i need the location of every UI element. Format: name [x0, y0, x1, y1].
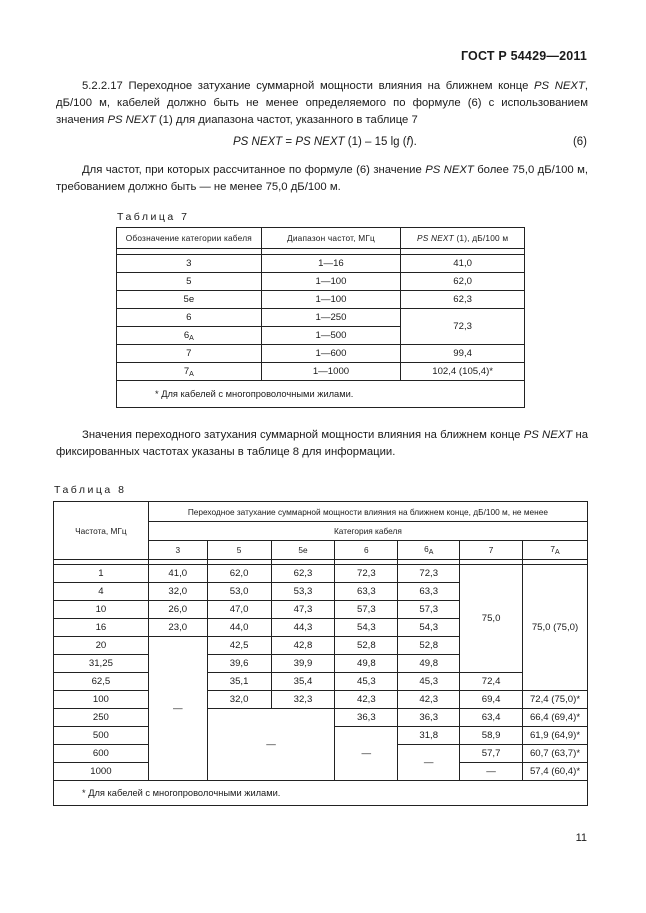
standard-designation: ГОСТ Р 54429—2011: [460, 49, 587, 63]
table-7-footnote: * Для кабелей с многопроволочными жилами.: [117, 381, 525, 408]
table-row: 62,5 35,1 35,4 45,3 45,3 72,4: [54, 673, 588, 691]
page-number: 11: [575, 832, 587, 844]
header-range: Диапазон частот, МГц: [261, 228, 401, 249]
table-row: $7_A$ 1—1000 102,4 (105,4)*: [117, 363, 525, 381]
table-row: 250 — 36,3 36,3 63,4 66,4 (69,4)*: [54, 709, 588, 727]
table-row: 500 — 31,8 58,9 61,9 (64,9)*: [54, 727, 588, 745]
header-category: Обозначение категории кабеля: [117, 228, 262, 249]
table-row: 31,25 39,6 39,9 49,8 49,8: [54, 655, 588, 673]
table-row: $6_A$ 1—500: [117, 327, 525, 345]
table-7: [116, 227, 525, 408]
table-row: 5e 1—100 62,3: [117, 291, 525, 309]
header-category: Категория кабеля: [148, 522, 587, 541]
table-row: 600 — 57,7 60,7 (63,7)*: [54, 745, 588, 763]
table-row: 10 26,0 47,0 47,3 57,3 57,3: [54, 601, 588, 619]
table-row: 100 32,0 32,3 42,3 42,3 69,4 72,4 (75,0)*: [54, 691, 588, 709]
formula: PS NEXT = PS NEXT (1) – 15 lg (f).: [233, 136, 417, 148]
term: PS NEXT: [534, 80, 585, 92]
paragraph: Для частот, при которых рассчитанное по формуле (6) значение PS NEXT более 75,0 дБ/100 м, требованием должно быть — не менее 75,0 дБ/100 м.: [56, 164, 588, 193]
table-row: 5 1—100 62,0: [117, 273, 525, 291]
header-attenuation: Переходное затухание суммарной мощности влияния на ближнем конце, дБ/100 м, не менее: [148, 502, 587, 522]
table-7-caption: Таблица 7: [117, 211, 190, 223]
table-8-footnote: * Для кабелей с многопроволочными жилами.: [54, 781, 588, 806]
table-row: 4 32,0 53,0 53,3 63,3 63,3: [54, 583, 588, 601]
table-row: 3 1—16 41,0: [117, 255, 525, 273]
formula-number: (6): [572, 136, 587, 148]
header-psnext: PS NEXT (1), дБ/100 м: [401, 228, 525, 249]
table-row: 1000 — 57,4 (60,4)*: [54, 763, 588, 781]
text: 5.2.2.17 Переходное затухание суммарной мощности влияния на ближнем конце: [82, 80, 535, 92]
text: (1) для диапазона частот, указанного в таблице 7: [155, 114, 418, 126]
table-row: 7 1—600 99,4: [117, 345, 525, 363]
table-8-caption: Таблица 8: [54, 484, 127, 496]
table-row: 6 1—250 72,3: [117, 309, 525, 327]
paragraph: Значения переходного затухания суммарной мощности влияния на ближнем конце PS NEXT на фиксированных частотах указаны в таблице 8 для информации.: [56, 429, 588, 458]
table-row: 1 41,0 62,0 62,3 72,3 72,3 75,0 75,0 (75,0): [54, 565, 588, 583]
text: , дБ/100 м, кабелей должно быть не менее определяемого по формуле (6) с использованием значения: [56, 80, 588, 126]
clause-paragraph: [56, 78, 588, 129]
term: PS NEXT: [107, 114, 156, 126]
table-row: 20 — 42,5 42,8 52,8 52,8: [54, 637, 588, 655]
header-frequency: Частота, МГц: [54, 502, 149, 560]
table-row: 16 23,0 44,0 44,3 54,3 54,3: [54, 619, 588, 637]
table-8: Частота, МГц Переходное затухание суммарной мощности влияния на ближнем конце, дБ/100 м, не менее Категория кабеля 3 5 5e 6 $6_A$ 7 $7_A$ 1 41,0 62,0 62,3 72,3 72,3 75,0 75,0 (75,0) 4 32,0 53,0 53,3 63,3 63,3 10 26,0 47,0 47,3 57,3 57,3 16 23,0 44,0 44,3 54,3 54,3 20 — 42,5 42,8 52,8 52,8 31,25 39,6 39,9 49,8 49,8 62,5 35,1 35,4 45,3 45,3 72,4 100 32,0 32,3 42,3 42,3 69,4 72,4 (75,0)* 250 — 36,3 36,3 63,4 66,4 (69,4)* 500 — 31,8 58,9 61,9 (64,9)* 600 — 57,7 60,7 (63,7)* 1000 — 57,4 (60,4)* * Для кабелей с многопроволочными жилами.: [53, 501, 588, 806]
